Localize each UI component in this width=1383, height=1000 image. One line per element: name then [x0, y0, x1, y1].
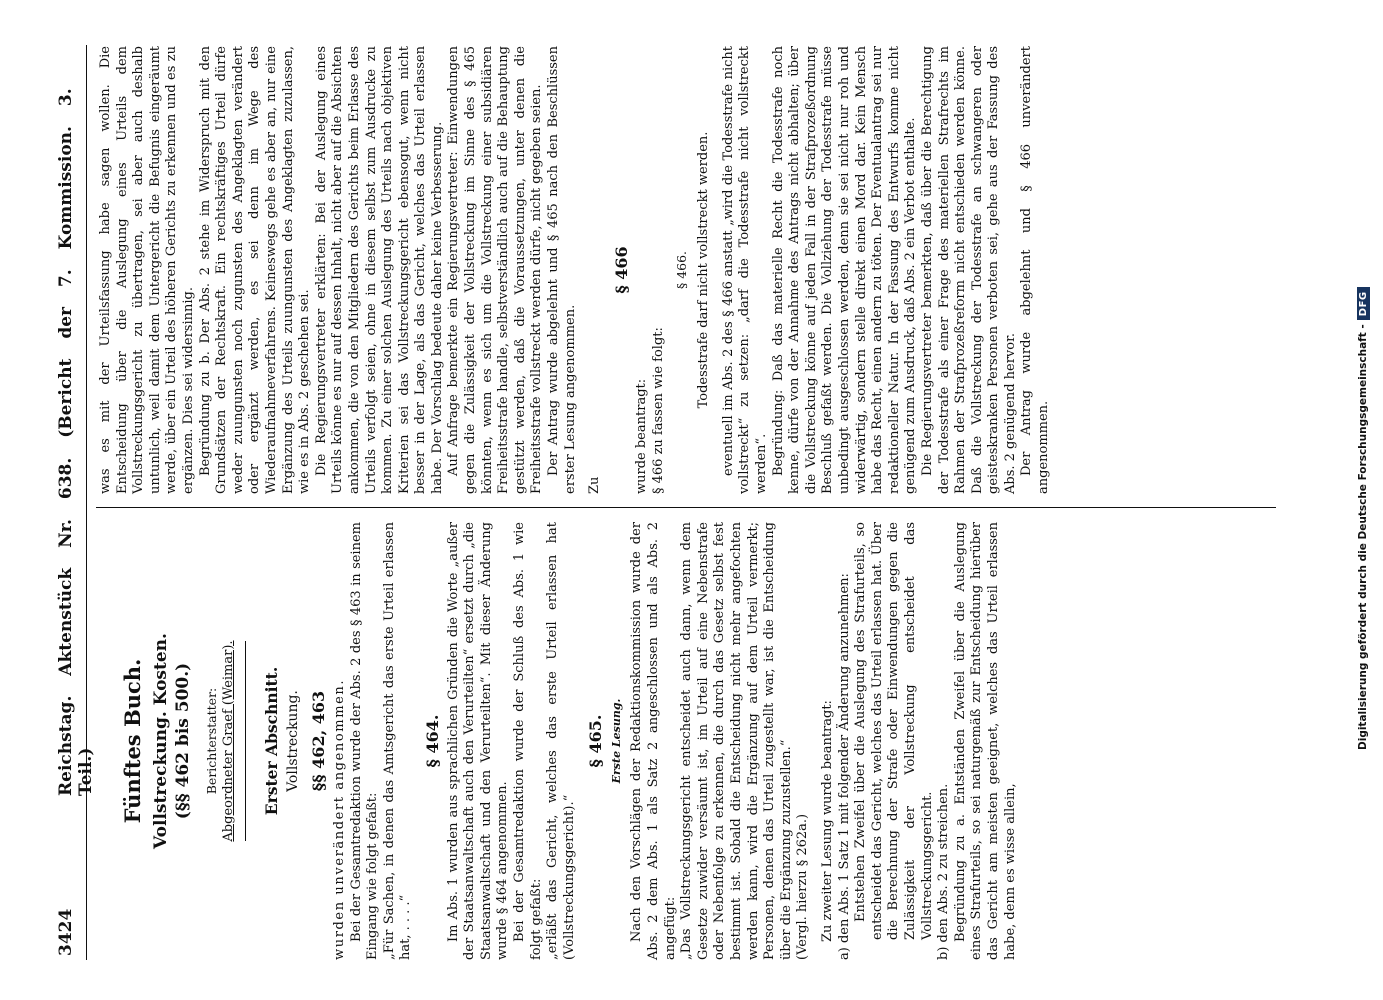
right-column — [98, 46, 1053, 494]
paragraph-heading-466: § 466 — [611, 246, 631, 294]
wurde-beantragt: wurde beantragt: — [634, 378, 650, 494]
reporter-label: Berichterstatter: — [204, 687, 219, 795]
section-title: Erster Abschnitt. — [262, 666, 282, 816]
reporter-name: Abgeordneter Graef (Weimar). — [220, 640, 236, 842]
p464-redaktion: Bei der Gesamtredaktion wurde der Schluß des Abs. 1 wie folgt gefaßt: — [511, 522, 544, 960]
paragraph-heading-465: § 465. — [586, 714, 606, 768]
p464-quote: „erläßt das Gericht, welches das erste Urteil erlassen hat (Vollstreckungsgericht).“ — [545, 522, 577, 960]
digitization-note — [1357, 0, 1370, 750]
book-subtitle: Vollstreckung. Kosten. — [151, 633, 171, 849]
running-title: Reichstag. Aktenstück Nr. 638. (Bericht der 7. Kommission. 3. Teil.) — [56, 88, 96, 796]
antrag-465-result: Der Antrag wurde abgelehnt und § 465 nach den Beschlüssen erster Lesung angenommen. — [546, 46, 578, 494]
dfg-logo: DFG — [1357, 287, 1370, 320]
regierung-bemerkung: Die Regierungsvertreter bemerkten, daß über die Berechtigung der Todesstrafe als einer Frage des materiellen Strafrechts im Rahmen der Strafprozeßreform nicht entschieden werden könne. Daß die Vollstreckung der Todesstrafe an schwangeren oder geisteskranken Personen verboten sei, gehe aus der Fassung des Abs. 2 genügend hervor. — [919, 46, 1018, 494]
column-divider — [96, 507, 1276, 508]
regierung-erklaerung: Die Regierungsvertreter erklärten: Bei der Auslegung eines Urteils könne es nur auf dessen Inhalt, nicht aber auf die Absichten ankommen, die von den Mitgliedern des Gerichts beim Erlasse des Urteils verfolgt seien, ohne in diesem selbst zum Ausdrucke zu kommen. Zu einer solchen Auslegung des Urteils nach objektiven Kriterien sei das Vollstreckungsgericht ebensogut, wenn nicht besser in der Lage, als das Gericht, welches das Urteil erlassen habe. Der Vorschlag bedeute daher keine Verbesserung. — [313, 46, 445, 494]
p462-text: wurden unverändert angenommen. — [331, 678, 347, 960]
p465-quote: „Das Vollstreckungsgericht entscheidet auch dann, wenn dem Gesetze zuwider versäumt ist, im Urteil auf eine Nebenstrafe oder Nebenfolge zu erkennen, die durch das Gesetz selbst fest bestimmt ist. Sobald die Entscheidung nicht mehr angefochten werden kann, wird die Ergänzung auf dem Urteil vermerkt; Personen, denen das Urteil zugestellt war, ist die Entscheidung über die Ergänzung zuzustellen.“ — [679, 522, 794, 960]
anfrage-text: Auf Anfrage bemerkte ein Regierungsvertreter: Einwendungen gegen die Zulässigkeit der Vollstreckung im Sinne des § 465 könnten, wenn es sich um die Vollstreckung einer subsidiären Freiheitsstrafe handle, selbstverständlich auch auf die Behauptung gestützt werden, daß die Voraussetzungen, unter denen die Freiheitsstrafe vollstreckt werden dürfe, nicht gegeben seien. — [446, 46, 545, 494]
reporter-rule — [245, 641, 246, 841]
zu-label: Zu — [587, 476, 603, 494]
p464-text: Im Abs. 1 wurden aus sprachlichen Gründen die Worte „außer der Staatsanwaltschaft auch den Verurteilten“ ersetzt durch „die Staatsanwaltschaft und den Verurteilten“. Mit dieser Änderung wurde § 464 angenommen. — [445, 522, 511, 960]
p465-subheading: Erste Lesung. — [609, 698, 623, 784]
zweite-lesung: Zu zweiter Lesung wurde beantragt: — [820, 700, 835, 942]
paragraph-heading-462: §§ 462, 463 — [309, 690, 329, 792]
p462-redaktion: Bei der Gesamtredaktion wurde der Abs. 2 des § 463 in seinem Eingang wie folgt gefaßt: — [348, 522, 381, 960]
begruendung-b: Begründung zu b. Der Abs. 2 stehe im Widerspruch mit den Grundsätzen der Rechtskraft. Ein rechtskräftiges Urteil dürfe weder zuungunsten noch zugunsten des Angeklagten verändert oder ergänzt werden, es sei denn im Wege des Wiederaufnahmeverfahrens. Keineswegs gehe es aber an, nur eine Ergänzung des Urteils zuungunsten des Angeklagten zuzulassen, wie es in Abs. 2 geschehen sei. — [197, 46, 313, 494]
p465-reference: (Vergl. hierzu § 262a.) — [795, 813, 811, 960]
item-b-label: b) — [936, 946, 952, 960]
header-rule — [86, 45, 87, 960]
book-range: (§§ 462 bis 500.) — [173, 662, 193, 820]
continuation-text: was es mit der Urteilsfassung habe sagen wollen. Die Entscheidung über die Auslegung eines Urteils dem Vollstreckungsgericht zu übertragen, sei aber auch deshalb untunlich, weil damit dem Untergericht die Befugnis eingeräumt werde, über ein Urteil des höheren Gerichts zu erkennen und es zu ergänzen. Dies sei widersinnig. — [98, 46, 196, 494]
p462-quote: „Für Sachen, in denen das Amtsgericht das erste Urteil erlassen hat, . . . .“ — [381, 522, 414, 960]
p466-quote: Todesstrafe darf nicht vollstreckt werden. — [696, 131, 712, 409]
item-a-text: den Abs. 1 Satz 1 mit folgender Änderung anzunehmen: — [836, 573, 852, 944]
page-number: 3424 — [56, 908, 76, 956]
begruendung-a: Begründung zu a. Entständen Zweifel über die Auslegung eines Strafurteils, so sei naturgemäß zur Entscheidung hierüber das Gericht am meisten geeignet, welches das Urteil erlassen habe, denn es wisse allein, — [952, 522, 1018, 960]
left-column — [98, 522, 1019, 960]
page-header — [56, 56, 96, 956]
item-b-text: den Abs. 2 zu streichen. — [936, 783, 952, 943]
p465-intro: Nach den Vorschlägen der Redaktionskommission wurde der Abs. 2 dem Abs. 1 als Satz 2 angeschlossen und als Abs. 2 angefügt: — [629, 522, 678, 960]
eventuell-antrag: eventuell im Abs. 2 des § 466 anstatt „wird die Todesstrafe nicht vollstreckt“ zu setzen: „darf die Todesstrafe nicht vollstreckt werden“. — [720, 46, 769, 494]
antrag-466-result: Der Antrag wurde abgelehnt und § 466 unverändert angenommen. — [1019, 46, 1052, 494]
p466-inner-heading: § 466. — [673, 250, 689, 290]
section-subtitle: Vollstreckung. — [284, 690, 301, 792]
p466-fassung: § 466 zu fassen wie folgt: — [651, 327, 666, 494]
item-a — [837, 522, 854, 960]
item-b — [936, 522, 953, 960]
book-title: Fünftes Buch. — [120, 658, 145, 824]
item-a-quote: Entstehen Zweifel über die Auslegung des Strafurteils, so entscheidet das Gericht, welches das Urteil erlassen hat. Über die Berechnung der Strafe oder Einwendungen gegen die Zulässigkeit der Vollstreckung entscheidet das Vollstreckungsgericht. — [853, 522, 935, 940]
paragraph-heading-464: § 464. — [422, 714, 442, 768]
begruendung-466: Begründung: Daß das materielle Recht die Todesstrafe noch kenne, dürfe von der Annahme des Antrags nicht abhalten; über die Vollstreckung könne auf jeden Fall in der Strafprozeßordnung Beschluß gefaßt werden. Die Vollziehung der Todesstrafe müsse unbedingt ausgeschlossen werden, denn sie sei nicht nur roh und widerwärtig, sondern stelle direkt einen Mord dar. Kein Mensch habe das Recht, einen andern zu töten. Der Eventualantrag sei nur redaktioneller Natur. In der Fassung des Entwurfs komme nicht genügend zum Ausdruck, daß Abs. 2 ein Verbot enthalte. — [770, 46, 919, 494]
digitization-note-text: Digitalisierung gefördert durch die Deutsche Forschungsgemeinschaft - — [1357, 324, 1369, 750]
item-a-label: a) — [836, 947, 852, 960]
